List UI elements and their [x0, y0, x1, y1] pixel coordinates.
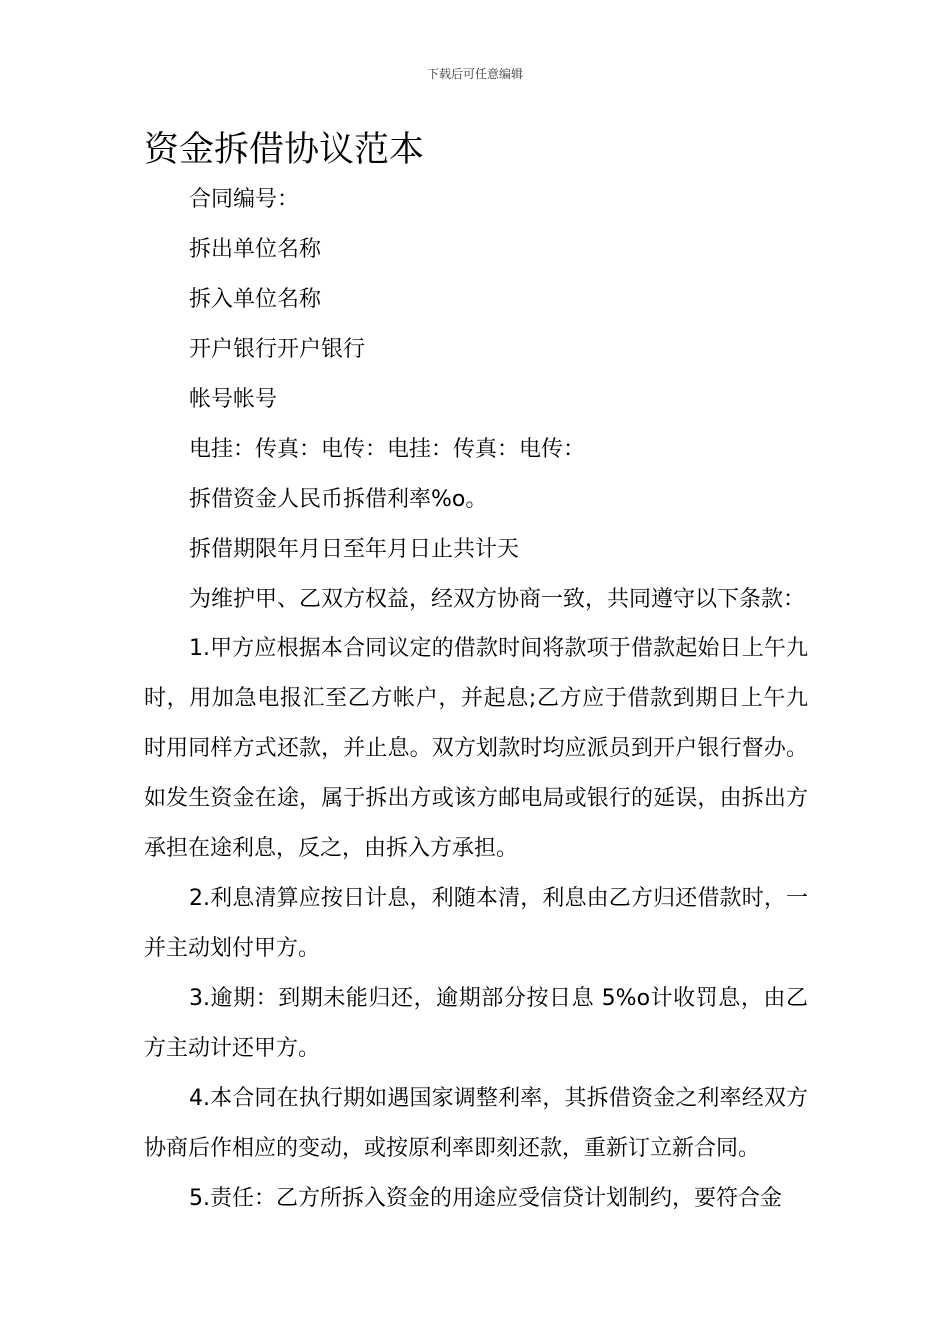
lender-name-field: 拆出单位名称 [189, 237, 322, 262]
clause-4: 4.本合同在执行期如遇国家调整利率，其拆借资金之利率经双方协商后作相应的变动，或按原利率即刻还款，重新订立新合同。 [144, 1086, 808, 1161]
clause-3: 3.逾期：到期未能归还，逾期部分按日息 5%o计收罚息，由乙方主动计还甲方。 [144, 986, 808, 1061]
contract-number-field: 合同编号： [189, 187, 300, 212]
clause-2: 2.利息清算应按日计息，利随本清，利息由乙方归还借款时，一并主动划付甲方。 [144, 886, 808, 961]
clause-1: 1.甲方应根据本合同议定的借款时间将款项于借款起始日上午九时，用加急电报汇至乙方帐户，并起息;乙方应于借款到期日上午九时用同样方式还款，并止息。双方划款时均应派员到开户银行督办。如发生资金在途，属于拆出方或该方邮电局或银行的延误，由拆出方承担在途利息，反之，由拆入方承担。 [144, 636, 808, 861]
contact-field: 电挂：传真：电传：电挂：传真：电传： [189, 437, 586, 462]
page-header-note: 下载后可任意编辑 [426, 67, 523, 81]
preamble-text: 为维护甲、乙双方权益，经双方协商一致，共同遵守以下条款： [189, 587, 806, 612]
term-field: 拆借期限年月日至年月日止共计天 [189, 537, 520, 562]
clause-5: 5.责任：乙方所拆入资金的用途应受信贷计划制约，要符合金 [189, 1186, 782, 1211]
bank-field: 开户银行开户银行 [189, 337, 366, 362]
account-field: 帐号帐号 [189, 387, 278, 412]
document-title: 资金拆借协议范本 [144, 130, 425, 170]
borrower-name-field: 拆入单位名称 [189, 287, 322, 312]
amount-rate-field: 拆借资金人民币拆借利率%o。 [189, 487, 488, 512]
